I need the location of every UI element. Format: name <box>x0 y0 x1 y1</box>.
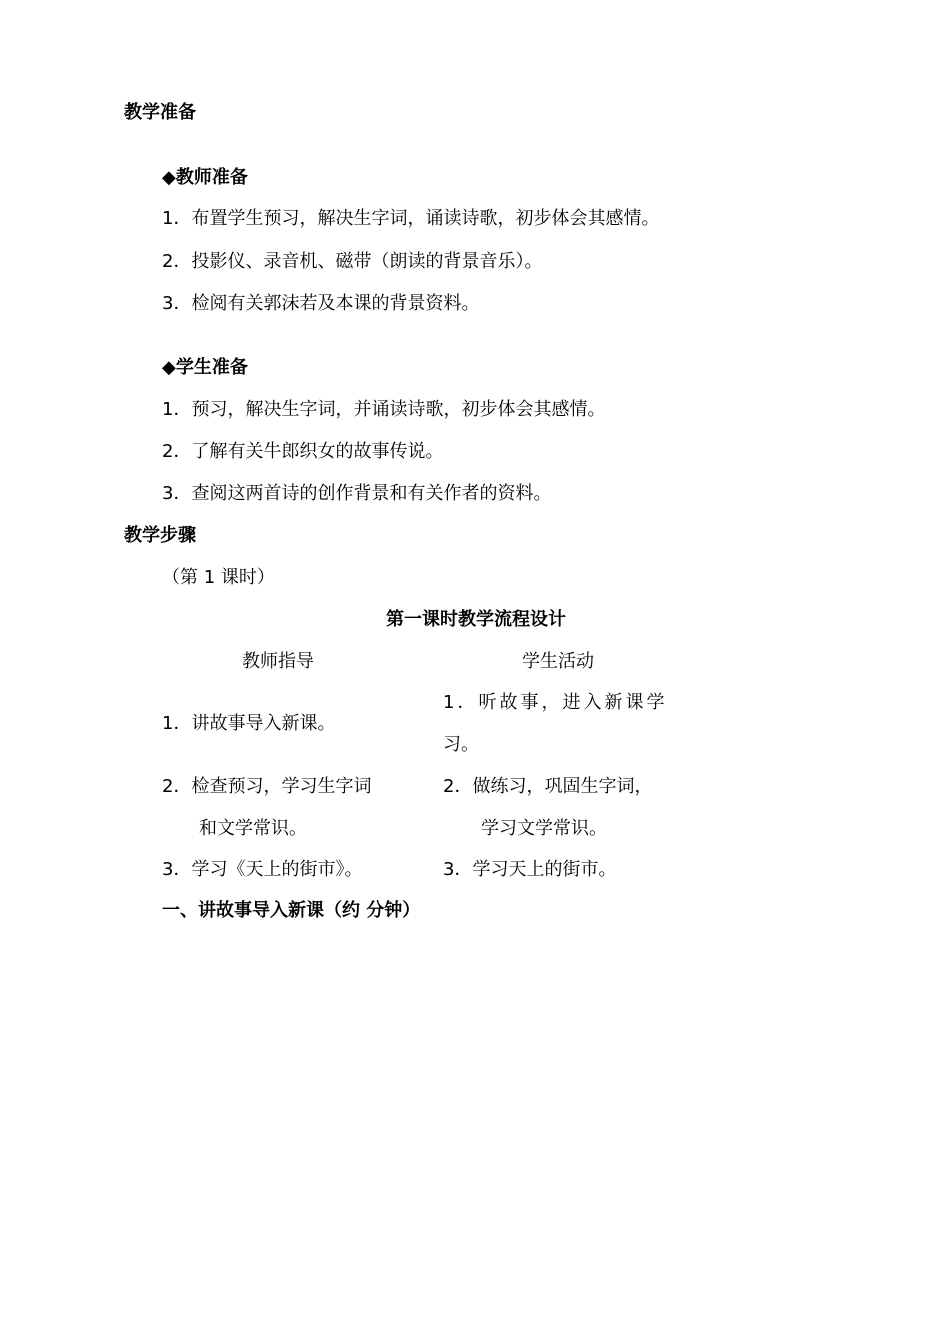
table-student-item: 学习文学常识。 <box>481 818 607 839</box>
table-student-item: 2．做练习，巩固生字词， <box>443 776 653 797</box>
teacher-prep-item: 3．检阅有关郭沫若及本课的背景资料。 <box>162 293 480 314</box>
flow-table-title: 第一课时教学流程设计 <box>386 609 566 630</box>
teacher-prep-item: 2．投影仪、录音机、磁带（朗读的背景音乐）。 <box>162 251 543 272</box>
period-label: （第 1 课时） <box>162 567 275 588</box>
table-student-item: 3．学习天上的街市。 <box>443 859 617 880</box>
student-prep-item: 3．查阅这两首诗的创作背景和有关作者的资料。 <box>162 483 552 504</box>
table-teacher-item: 3．学习《天上的街市》。 <box>162 859 363 880</box>
teacher-prep-item: 1．布置学生预习，解决生字词，诵读诗歌，初步体会其感情。 <box>162 208 660 229</box>
table-teacher-item: 2．检查预习，学习生字词 <box>162 776 372 797</box>
student-prep-item: 2．了解有关牛郎织女的故事传说。 <box>162 441 444 462</box>
table-header-student: 学生活动 <box>522 651 594 672</box>
student-prep-item: 1．预习，解决生字词，并诵读诗歌，初步体会其感情。 <box>162 399 606 420</box>
table-student-item: 习。 <box>443 734 479 755</box>
section-one-heading: 一、讲故事导入新课（约 分钟） <box>162 900 421 921</box>
table-teacher-item: 1．讲故事导入新课。 <box>162 713 336 734</box>
table-teacher-item: 和文学常识。 <box>199 818 307 839</box>
teacher-prep-heading: ◆教师准备 <box>162 167 248 188</box>
student-prep-heading: ◆学生准备 <box>162 357 248 378</box>
table-student-item: 1．听故事，进入新课学 <box>443 692 668 713</box>
steps-heading: 教学步骤 <box>124 525 196 546</box>
prep-heading: 教学准备 <box>124 102 196 123</box>
table-header-teacher: 教师指导 <box>242 651 314 672</box>
